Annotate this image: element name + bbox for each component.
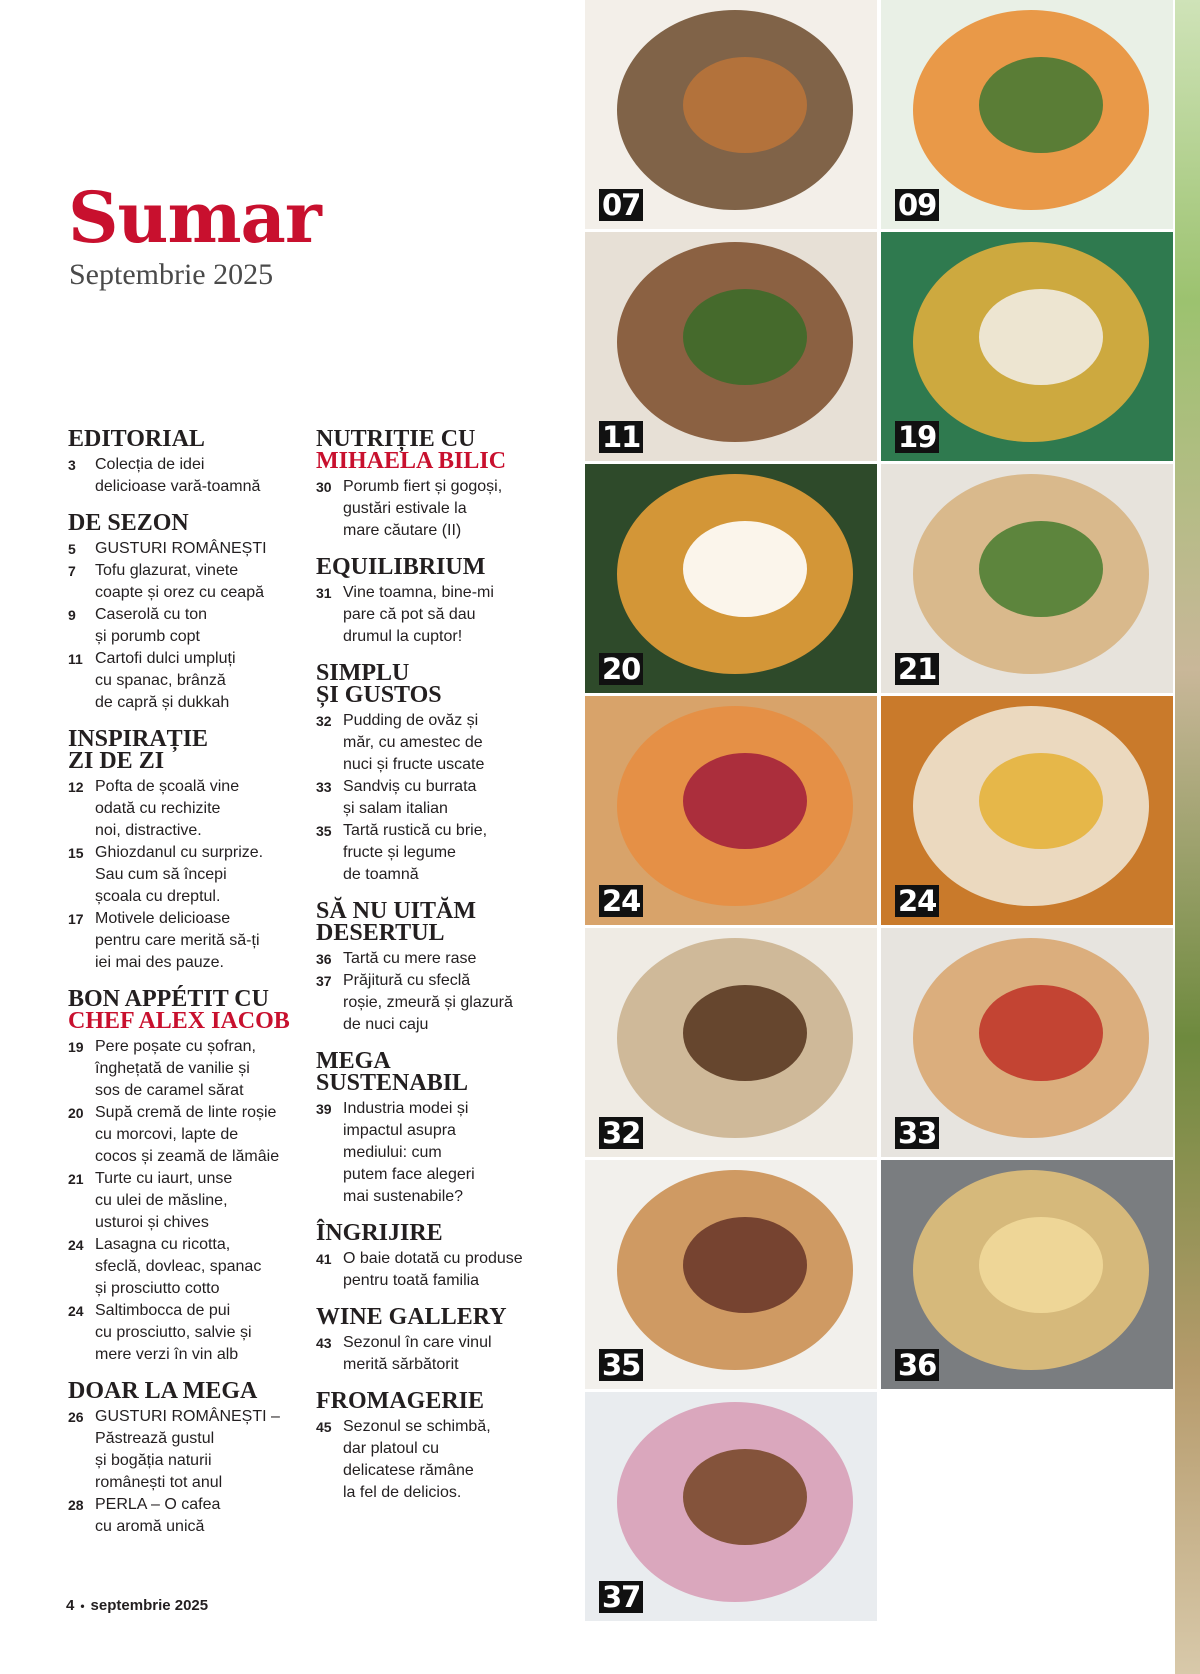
toc-entry[interactable]: [316, 1416, 556, 1504]
photo-page-number: 21: [895, 653, 939, 685]
section-heading: [316, 1306, 556, 1328]
toc-entry[interactable]: [68, 454, 298, 498]
toc-entry[interactable]: [68, 842, 298, 908]
toc-entry[interactable]: [68, 604, 298, 648]
entry-title: Tofu glazurat, vinete coapte și orez cu ceapă: [95, 562, 264, 601]
entry-title: Pudding de ovăz și măr, cu amestec de nuci și fructe uscate: [343, 712, 485, 773]
page-subtitle: Septembrie 2025: [69, 258, 274, 291]
section-heading: [316, 1050, 556, 1094]
section-heading: [316, 1222, 556, 1244]
photo-tile-chicken-saltimbocca[interactable]: [881, 696, 1173, 925]
section-heading: [68, 428, 298, 450]
entry-title: Industria modei și impactul asupra mediului: cum putem face alegeri mai sustenabile?: [343, 1100, 475, 1205]
toc-entry[interactable]: [68, 1494, 298, 1538]
entry-title: Sezonul în care vinul merită sărbătorit: [343, 1334, 492, 1373]
entry-title: Tartă cu mere rase: [343, 950, 477, 967]
section-heading-line: WINE GALLERY: [316, 1304, 507, 1330]
section-heading: [316, 662, 556, 706]
section-heading-line: ZI DE ZI: [68, 748, 165, 774]
section-heading-line: FROMAGERIE: [316, 1388, 484, 1414]
contents-column-left: [68, 428, 298, 1552]
section-heading-line: BON APPÉTIT CU: [68, 986, 269, 1012]
photo-tile-yogurt-flatbreads[interactable]: [881, 464, 1173, 693]
toc-section: [316, 662, 556, 886]
entry-page-number: 26: [68, 1409, 84, 1425]
toc-section: [68, 512, 298, 714]
entry-page-number: 24: [68, 1303, 84, 1319]
entry-title: GUSTURI ROMÂNEȘTI: [95, 540, 267, 557]
entry-title: Turte cu iaurt, unse cu ulei de măsline, usturoi și chives: [95, 1170, 233, 1231]
section-heading-line: SUSTENABIL: [316, 1070, 469, 1096]
toc-entry[interactable]: [316, 820, 556, 886]
toc-entry[interactable]: [68, 1300, 298, 1366]
photo-food-shape: [979, 521, 1103, 617]
photo-tile-tuna-casserole[interactable]: [881, 0, 1173, 229]
entry-title: Caserolă cu ton și porumb copt: [95, 606, 208, 645]
entry-title: PERLA – O cafea cu aromă unică: [95, 1496, 221, 1535]
photo-tile-tofu-eggplant-plate[interactable]: [585, 0, 877, 229]
toc-entry[interactable]: [68, 538, 298, 560]
photo-food-shape: [979, 753, 1103, 849]
toc-section: [316, 1306, 556, 1376]
section-heading-line: EDITORIAL: [68, 426, 205, 452]
entry-page-number: 31: [316, 585, 332, 601]
entry-title: Motivele delicioase pentru care merită să-ți iei mai des pauze.: [95, 910, 260, 971]
toc-section: [68, 728, 298, 974]
photo-page-number: 07: [599, 189, 643, 221]
photo-food-shape: [979, 1217, 1103, 1313]
photo-tile-poached-pears[interactable]: [881, 232, 1173, 461]
toc-entry[interactable]: [68, 560, 298, 604]
toc-entry[interactable]: [316, 1332, 556, 1376]
toc-entry[interactable]: [316, 948, 556, 970]
photo-page-number: 11: [599, 421, 643, 453]
section-heading: [68, 988, 298, 1032]
entry-page-number: 30: [316, 479, 332, 495]
entry-page-number: 15: [68, 845, 84, 861]
entry-title: Porumb fiert și gogoși, gustări estivale la mare căutare (II): [343, 478, 503, 539]
entry-title: Ghiozdanul cu surprize. Sau cum să începi școala cu dreptul.: [95, 844, 264, 905]
toc-entry[interactable]: [68, 1234, 298, 1300]
section-heading-line: MEGA: [316, 1048, 391, 1074]
section-heading: [316, 428, 556, 472]
entry-title: GUSTURI ROMÂNEȘTI – Păstrează gustul și bogăția naturii românești tot anul: [95, 1408, 280, 1491]
section-heading-line: EQUILIBRIUM: [316, 554, 486, 580]
photo-grid: [585, 0, 1175, 1674]
photo-tile-oat-pudding[interactable]: [585, 928, 877, 1157]
photo-food-shape: [683, 1449, 807, 1545]
entry-page-number: 41: [316, 1251, 332, 1267]
photo-food-shape: [683, 1217, 807, 1313]
footer-separator: •: [80, 1599, 85, 1613]
section-heading-line: SĂ NU UITĂM: [316, 898, 477, 924]
entry-title: Supă cremă de linte roșie cu morcovi, lapte de cocos și zeamă de lămâie: [95, 1104, 280, 1165]
toc-entry[interactable]: [68, 1168, 298, 1234]
photo-tile-beet-cake[interactable]: [585, 1392, 877, 1621]
toc-entry[interactable]: [316, 476, 556, 542]
entry-title: Vine toamna, bine-mi pare că pot să dau drumul la cuptor!: [343, 584, 494, 645]
photo-tile-lasagna[interactable]: [585, 696, 877, 925]
entry-page-number: 36: [316, 951, 332, 967]
section-heading-line: CHEF ALEX IACOB: [68, 1008, 290, 1034]
edge-photo-strip: [1175, 0, 1200, 1674]
section-heading: [68, 1380, 298, 1402]
toc-entry[interactable]: [68, 776, 298, 842]
photo-page-number: 20: [599, 653, 643, 685]
entry-page-number: 20: [68, 1105, 84, 1121]
entry-title: Tartă rustică cu brie, fructe și legume de toamnă: [343, 822, 488, 883]
entry-title: Cartofi dulci umpluți cu spanac, brânză de capră și dukkah: [95, 650, 236, 711]
entry-title: Sezonul se schimbă, dar platoul cu delicatese rămâne la fel de delicios.: [343, 1418, 491, 1501]
toc-entry[interactable]: [68, 648, 298, 714]
entry-page-number: 3: [68, 457, 76, 473]
entry-page-number: 7: [68, 563, 76, 579]
toc-entry[interactable]: [68, 908, 298, 974]
section-heading-line: DOAR LA MEGA: [68, 1378, 258, 1404]
entry-page-number: 33: [316, 779, 332, 795]
section-heading-line: INSPIRAȚIE: [68, 726, 209, 752]
photo-page-number: 32: [599, 1117, 643, 1149]
section-heading: [316, 900, 556, 944]
photo-page-number: 24: [895, 885, 939, 917]
toc-section: [316, 1222, 556, 1292]
section-heading-line: MIHAELA BILIC: [316, 448, 507, 474]
toc-entry[interactable]: [316, 582, 556, 648]
toc-section: [316, 1390, 556, 1504]
entry-page-number: 45: [316, 1419, 332, 1435]
entry-title: Pofta de școală vine odată cu rechizite noi, distractive.: [95, 778, 240, 839]
photo-tile-rustic-tart[interactable]: [585, 1160, 877, 1389]
entry-title: O baie dotată cu produse pentru toată familia: [343, 1250, 523, 1289]
photo-food-shape: [979, 985, 1103, 1081]
photo-page-number: 33: [895, 1117, 939, 1149]
photo-food-shape: [979, 57, 1103, 153]
entry-page-number: 12: [68, 779, 84, 795]
contents-column-right: [316, 428, 556, 1518]
section-heading: [68, 512, 298, 534]
toc-section: [316, 556, 556, 648]
entry-title: Lasagna cu ricotta, sfeclă, dovleac, spanac și prosciutto cotto: [95, 1236, 262, 1297]
entry-page-number: 28: [68, 1497, 84, 1513]
photo-food-shape: [979, 289, 1103, 385]
entry-page-number: 11: [68, 651, 83, 667]
photo-tile-lentil-soup[interactable]: [585, 464, 877, 693]
toc-entry[interactable]: [68, 1406, 298, 1494]
entry-page-number: 19: [68, 1039, 84, 1055]
entry-title: Sandviș cu burrata și salam italian: [343, 778, 477, 817]
section-heading-line: ÎNGRIJIRE: [316, 1220, 443, 1246]
toc-section: [68, 988, 298, 1366]
section-heading-line: DE SEZON: [68, 510, 189, 536]
toc-entry[interactable]: [316, 710, 556, 776]
toc-section: [68, 1380, 298, 1538]
entry-page-number: 39: [316, 1101, 332, 1117]
entry-page-number: 43: [316, 1335, 332, 1351]
entry-title: Saltimbocca de pui cu prosciutto, salvie și mere verzi în vin alb: [95, 1302, 252, 1363]
section-heading-line: DESERTUL: [316, 920, 445, 946]
toc-entry[interactable]: [316, 1248, 556, 1292]
toc-section: [68, 428, 298, 498]
toc-entry[interactable]: [316, 776, 556, 820]
entry-page-number: 35: [316, 823, 332, 839]
entry-page-number: 37: [316, 973, 332, 989]
entry-title: Colecția de idei delicioase vară-toamnă: [95, 456, 261, 495]
toc-entry[interactable]: [316, 1098, 556, 1208]
section-heading: [68, 728, 298, 772]
photo-page-number: 19: [895, 421, 939, 453]
section-heading-line: NUTRIȚIE CU: [316, 426, 476, 452]
footer-label: septembrie 2025: [90, 1597, 209, 1614]
section-heading: [316, 556, 556, 578]
section-heading-line: ȘI GUSTOS: [316, 682, 442, 708]
entry-title: Pere poșate cu șofran, înghețată de vanilie și sos de caramel sărat: [95, 1038, 256, 1099]
toc-section: [316, 1050, 556, 1208]
photo-tile-stuffed-sweet-potatoes[interactable]: [585, 232, 877, 461]
toc-entry[interactable]: [68, 1102, 298, 1168]
entry-page-number: 9: [68, 607, 76, 623]
entry-page-number: 32: [316, 713, 332, 729]
photo-tile-apple-tart[interactable]: [881, 1160, 1173, 1389]
photo-page-number: 09: [895, 189, 939, 221]
toc-section: [316, 900, 556, 1036]
entry-page-number: 21: [68, 1171, 84, 1187]
toc-entry[interactable]: [68, 1036, 298, 1102]
entry-page-number: 5: [68, 541, 76, 557]
photo-page-number: 37: [599, 1581, 643, 1613]
toc-entry[interactable]: [316, 970, 556, 1036]
photo-tile-burrata-sandwich[interactable]: [881, 928, 1173, 1157]
page-title: Sumar: [68, 176, 321, 259]
section-heading-line: SIMPLU: [316, 660, 410, 686]
photo-food-shape: [683, 753, 807, 849]
section-heading: [316, 1390, 556, 1412]
photo-page-number: 36: [895, 1349, 939, 1381]
page-footer: [66, 1597, 208, 1614]
photo-food-shape: [683, 57, 807, 153]
entry-page-number: 17: [68, 911, 84, 927]
photo-food-shape: [683, 985, 807, 1081]
photo-page-number: 24: [599, 885, 643, 917]
photo-food-shape: [683, 521, 807, 617]
photo-food-shape: [683, 289, 807, 385]
photo-page-number: 35: [599, 1349, 643, 1381]
entry-page-number: 24: [68, 1237, 84, 1253]
entry-title: Prăjitură cu sfeclă roșie, zmeură și glazură de nuci caju: [343, 972, 513, 1033]
toc-section: [316, 428, 556, 542]
footer-page-number: 4: [66, 1597, 75, 1614]
